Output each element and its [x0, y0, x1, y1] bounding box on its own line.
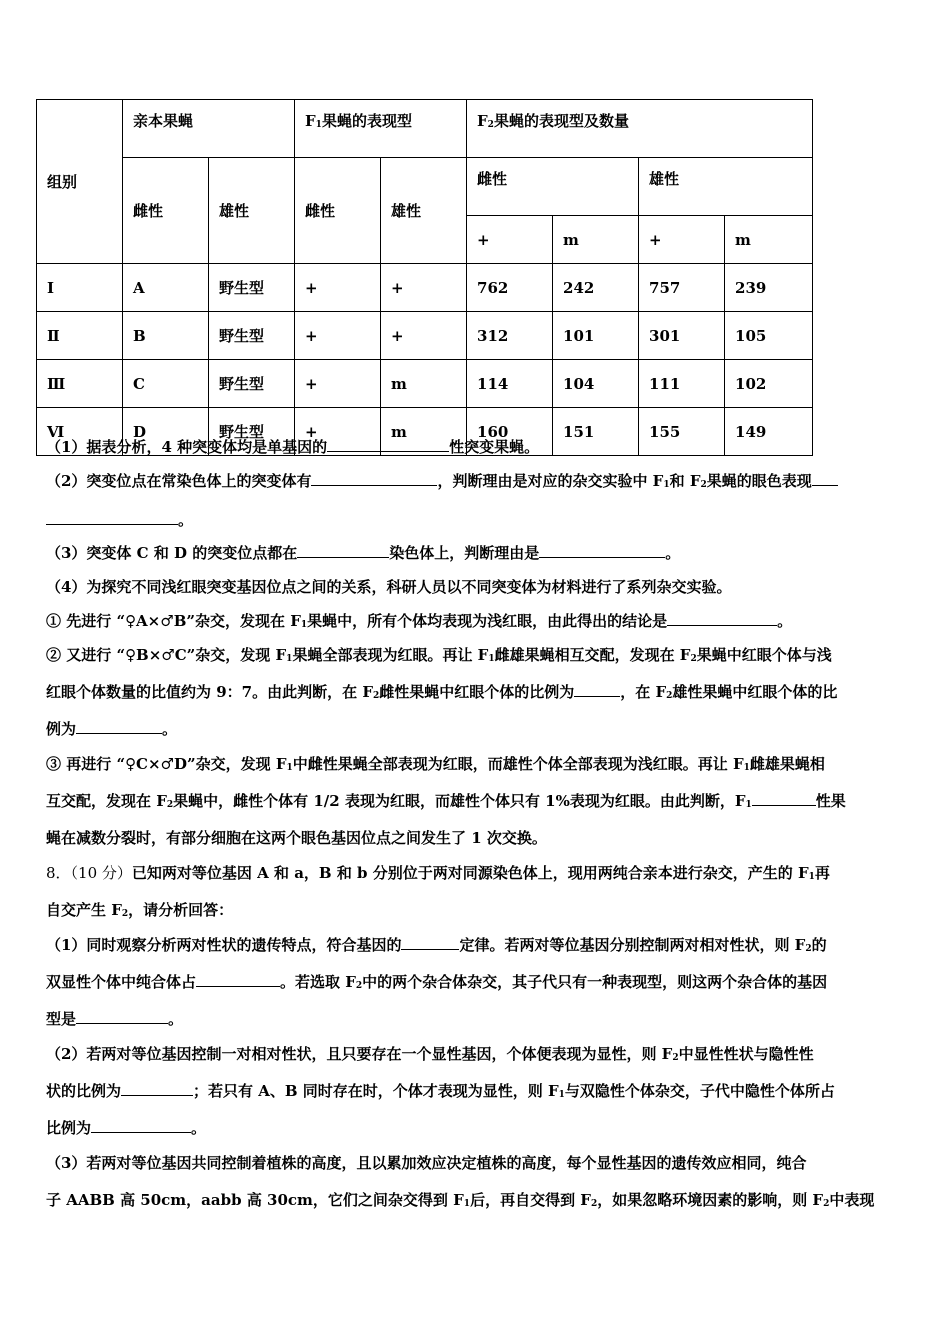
cell-f2-female-m: 151 [553, 408, 639, 456]
header-f2-female-m: m [553, 216, 639, 264]
answer-blank[interactable] [196, 972, 280, 987]
question-4: （4）为探究不同浅红眼突变基因位点之间的关系，科研人员以不同突变体为材料进行了系列杂交实验。 [46, 578, 732, 596]
cell-male: 野生型 [209, 360, 295, 408]
question-8-part-2-cont: 状的比例为 ；若只有 A、B 同时存在时，个体才表现为显性，则 $F_1$与双隐性个体杂交，子代中隐性个体所占 [46, 1082, 835, 1100]
answer-blank[interactable] [752, 791, 816, 806]
question-8-stem-cont: 自交产生 $F_2$，请分析回答： [46, 901, 234, 919]
question-8-part-3: （3）若两对等位基因共同控制着植株的高度，且以累加效应决定植株的高度，每个显性基因的遗传效应相同，纯合 [46, 1154, 807, 1172]
question-8-part-2: （2）若两对等位基因控制一对相对性状，且只要存在一个显性基因，个体便表现为显性，则 $F_2$中显性性状与隐性性 [46, 1045, 814, 1063]
answer-blank[interactable] [812, 471, 838, 486]
cell-f1-male: m [381, 408, 467, 456]
cell-female: C [123, 360, 209, 408]
question-8-part-1-cont: 双显性个体中纯合体占 。若选取 $F_2$中的两个杂合体杂交，其子代只有一种表现型，则这两个杂合体的基因 [46, 973, 828, 991]
header-f2-female-plus: + [467, 216, 553, 264]
question-4-part-2-end: 例为 。 [46, 720, 178, 738]
table-row [37, 312, 813, 360]
answer-blank[interactable] [91, 1118, 191, 1133]
cell-f2-male-m: 239 [725, 264, 813, 312]
cell-f2-male-m: 102 [725, 360, 813, 408]
answer-blank[interactable] [311, 471, 437, 486]
cell-group: Ⅱ [37, 312, 123, 360]
cell-f1-male: + [381, 312, 467, 360]
question-8-part-2-end: 比例为 。 [46, 1119, 207, 1137]
table-row [37, 360, 813, 408]
cell-f2-female-m: 242 [553, 264, 639, 312]
cell-group: Ⅲ [37, 360, 123, 408]
header-group: 组别 [37, 100, 123, 264]
cell-female: B [123, 312, 209, 360]
answer-blank[interactable] [401, 935, 459, 950]
cell-f2-female-plus: 762 [467, 264, 553, 312]
answer-blank[interactable] [76, 1009, 168, 1024]
header-parents: 亲本果蝇 [123, 100, 295, 158]
cell-f2-male-plus: 757 [639, 264, 725, 312]
question-8-part-3-cont: 子 AABB 高 50cm，aabb 高 30cm，它们之间杂交得到 $F_1$后，再自交得到 $F_2$，如果忽略环境因素的影响，则 $F_2$中表现 [46, 1191, 875, 1209]
cell-male: 野生型 [209, 264, 295, 312]
header-parent-male: 雄性 [209, 158, 295, 264]
cell-group: Ⅵ [37, 408, 123, 456]
header-f2-male-plus: + [639, 216, 725, 264]
answer-blank[interactable] [121, 1081, 193, 1096]
cell-f2-male-m: 105 [725, 312, 813, 360]
cell-f1-female: + [295, 408, 381, 456]
cell-group: Ⅰ [37, 264, 123, 312]
answer-blank[interactable] [297, 543, 389, 558]
cell-f1-male: + [381, 264, 467, 312]
header-f2-male: 雄性 [639, 158, 813, 216]
cell-female: A [123, 264, 209, 312]
question-2-cont: 。 [46, 510, 906, 530]
cell-f1-male: m [381, 360, 467, 408]
cell-f2-male-m: 149 [725, 408, 813, 456]
header-f1-male: 雄性 [381, 158, 467, 264]
cell-male: 野生型 [209, 312, 295, 360]
cell-f1-female: + [295, 264, 381, 312]
question-8-part-1-end: 型是 。 [46, 1010, 184, 1028]
question-4-part-3: ③ 再进行 “♀C×♂D”杂交，发现 $F_1$中雌性果蝇全部表现为红眼，而雄性个体全部表现为浅红眼。再让 $F_1$雌雄果蝇相 [46, 755, 825, 773]
answer-blank[interactable] [76, 719, 162, 734]
answer-blank[interactable] [46, 510, 178, 525]
header-parent-female: 雌性 [123, 158, 209, 264]
question-2: （2）突变位点在常染色体上的突变体有 ，判断理由是对应的杂交实验中 $F_1$和 $F_2$果蝇的眼色表现 [46, 471, 906, 495]
header-f2-male-m: m [725, 216, 813, 264]
cell-f2-female-plus: 312 [467, 312, 553, 360]
question-8-part-1: （1）同时观察分析两对性状的遗传特点，符合基因的 定律。若两对等位基因分别控制两对相对性状，则 $F_2$的 [46, 936, 827, 954]
cell-f2-female-plus: 114 [467, 360, 553, 408]
answer-blank[interactable] [667, 611, 777, 626]
cell-f2-male-plus: 155 [639, 408, 725, 456]
question-1: （1）据表分析，4 种突变体均是单基因的 性突变果蝇。 [46, 438, 540, 456]
answer-blank[interactable] [539, 543, 665, 558]
answer-blank[interactable] [327, 437, 449, 452]
cell-f2-female-plus: 160 [467, 408, 553, 456]
question-4-part-2: ② 又进行 “♀B×♂C”杂交，发现 $F_1$果蝇全部表现为红眼。再让 $F_1$雌雄果蝇相互交配，发现在 $F_2$果蝇中红眼个体与浅 [46, 646, 832, 664]
cell-female: D [123, 408, 209, 456]
question-4-part-1: ① 先进行 “♀A×♂B”杂交，发现在 $F_1$果蝇中，所有个体均表现为浅红眼，由此得出的结论是 。 [46, 612, 793, 630]
answer-blank[interactable] [574, 682, 620, 697]
question-3: （3）突变体 C 和 D 的突变位点都在 染色体上，判断理由是 。 [46, 544, 681, 562]
cell-f1-female: + [295, 312, 381, 360]
cell-male: 野生型 [209, 408, 295, 456]
table-row [37, 264, 813, 312]
cross-results-table [36, 99, 813, 456]
cell-f2-male-plus: 111 [639, 360, 725, 408]
question-4-part-3-cont: 互交配，发现在 $F_2$果蝇中，雌性个体有 1/2 表现为红眼，而雄性个体只有 1%表现为红眼。由此判断，$F_1$ 性果 [46, 792, 846, 810]
question-8-stem: 8．（10 分）已知两对等位基因 A 和 a，B 和 b 分别位于两对同源染色体上，现用两纯合亲本进行杂交，产生的 $F_1$再 [46, 864, 830, 882]
header-f2-female: 雌性 [467, 158, 639, 216]
cell-f2-male-plus: 301 [639, 312, 725, 360]
header-f1-female: 雌性 [295, 158, 381, 264]
cell-f2-female-m: 104 [553, 360, 639, 408]
cell-f2-female-m: 101 [553, 312, 639, 360]
cell-f1-female: + [295, 360, 381, 408]
header-f1: $F_1$果蝇的表现型 [295, 100, 467, 158]
question-4-part-2-cont: 红眼个体数量的比值约为 9：7。由此判断，在 $F_2$雌性果蝇中红眼个体的比例为 ，在 $F_2$雄性果蝇中红眼个体的比 [46, 683, 838, 701]
question-4-part-3-end: 蝇在减数分裂时，有部分细胞在这两个眼色基因位点之间发生了 1 次交换。 [46, 829, 547, 847]
header-f2: $F_2$果蝇的表现型及数量 [467, 100, 813, 158]
